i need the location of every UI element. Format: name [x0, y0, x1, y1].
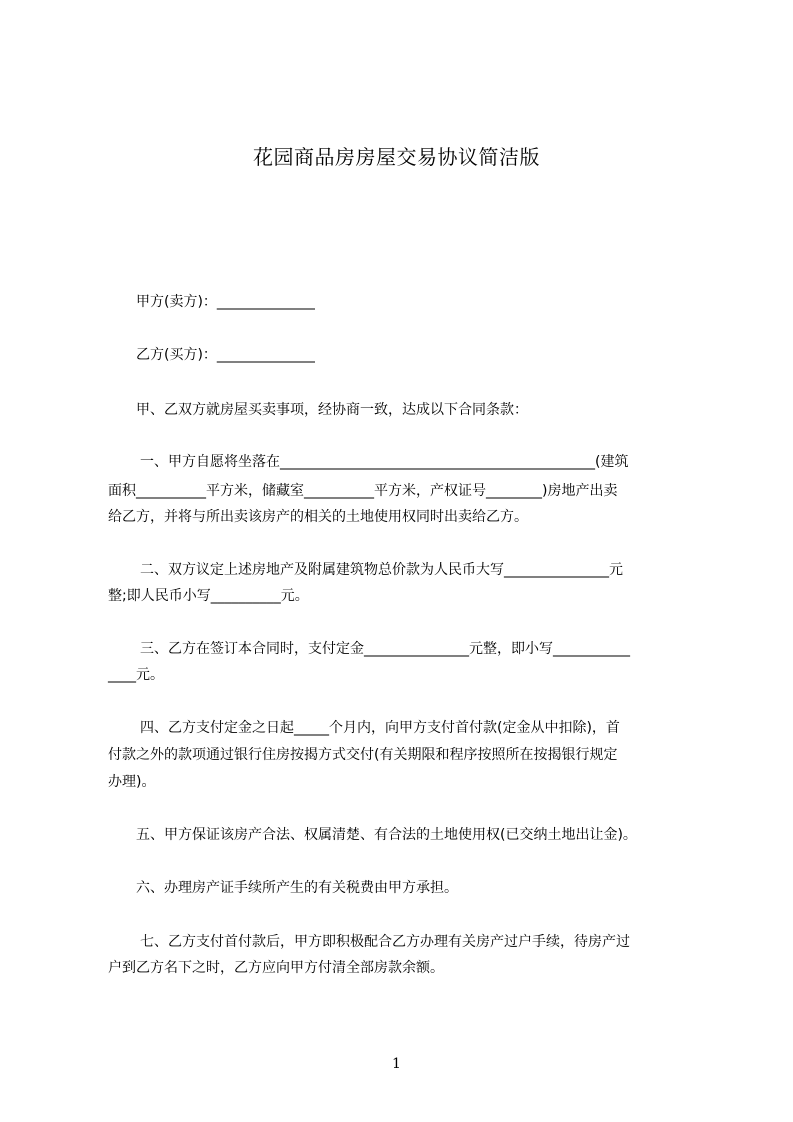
clause-4-line-2: 付款之外的款项通过银行住房按揭方式交付(有关期限和程序按照所在按揭银行规定 [108, 747, 618, 763]
clause-4-line-3: 办理)。 [108, 774, 156, 790]
clause-3-line-2: ____元。 [108, 667, 164, 683]
clause-6: 六、办理房产证手续所产生的有关税费由甲方承担。 [136, 880, 458, 896]
clause-1-line-3: 给乙方，并将与所出卖该房产的相关的土地使用权同时出卖给乙方。 [108, 509, 528, 525]
clause-2-line-1: 二、双方议定上述房地产及附属建筑物总价款为人民币大写_______________元 [140, 562, 623, 578]
seller-line: 甲方(卖方)：______________ [136, 294, 315, 310]
clause-2-line-2: 整;即人民币小写__________元。 [108, 588, 309, 604]
intro-paragraph: 甲、乙双方就房屋买卖事项，经协商一致，达成以下合同条款： [136, 402, 528, 418]
clause-7-line-2: 户到乙方名下之时，乙方应向甲方付清全部房款余额。 [108, 960, 444, 976]
clause-4-line-1: 四、乙方支付定金之日起_____个月内，向甲方支付首付款(定金从中扣除)，首 [140, 720, 620, 736]
clause-7-line-1: 七、乙方支付首付款后，甲方即积极配合乙方办理有关房产过户手续，待房产过 [140, 934, 630, 950]
buyer-line: 乙方(买方)：______________ [136, 347, 315, 363]
clause-1-line-2: 面积__________平方米，储藏室__________平方米，产权证号________)房地产出卖 [108, 483, 618, 499]
document-title: 花园商品房房屋交易协议简洁版 [253, 145, 540, 169]
clause-5: 五、甲方保证该房产合法、权属清楚、有合法的土地使用权(已交纳土地出让金)。 [136, 827, 637, 843]
clause-3-line-1: 三、乙方在签订本合同时，支付定金_______________元整，即小写___________ [140, 641, 630, 657]
clause-1-line-1: 一、甲方自愿将坐落在_____________________________________________(建筑 [140, 454, 629, 470]
page-number: 1 [392, 1056, 401, 1072]
